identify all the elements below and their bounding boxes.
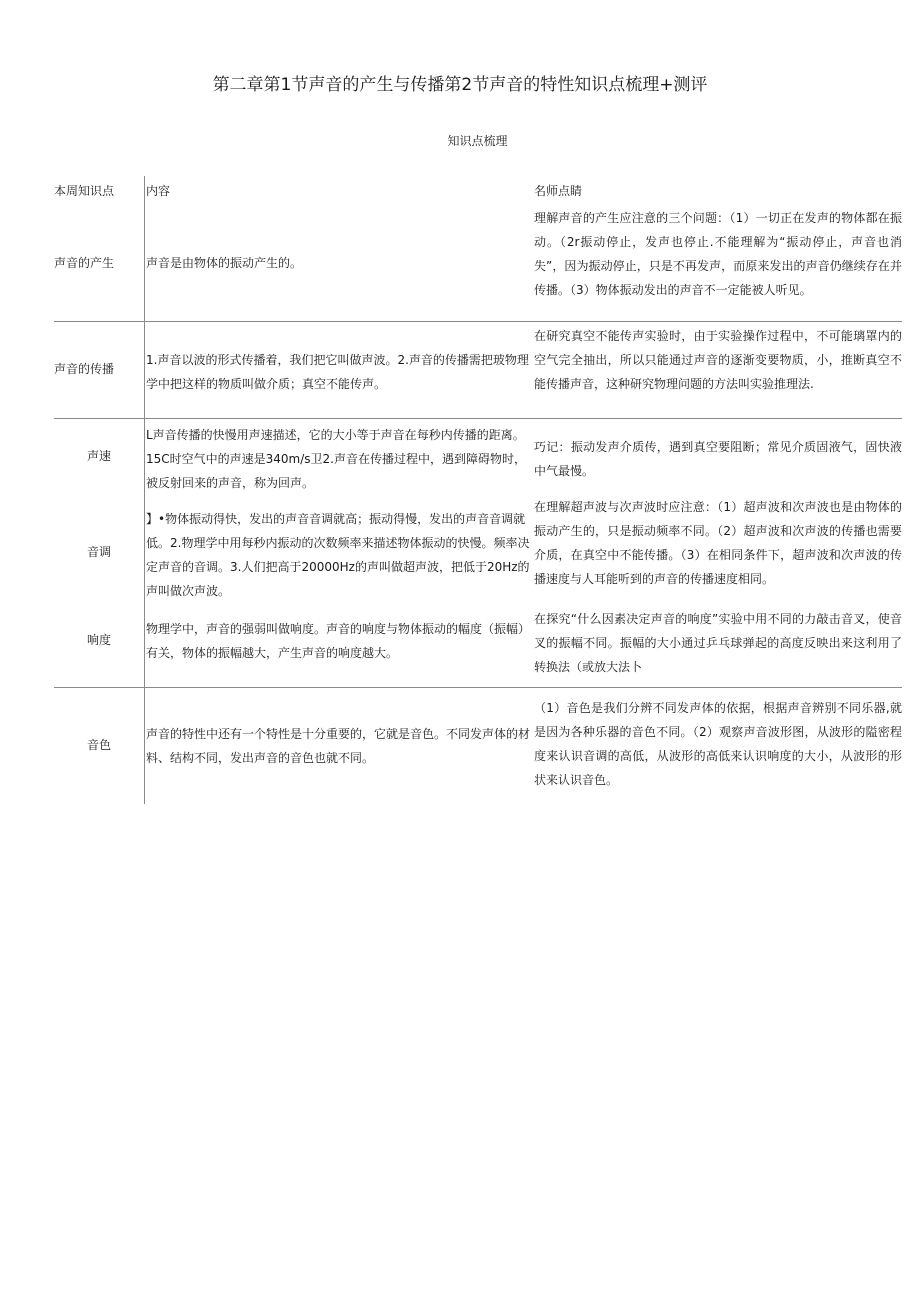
table-section-timbre xyxy=(54,688,902,804)
topic-loudness: 响度 xyxy=(86,633,111,647)
content-loudness: 物理学中，声音的强弱叫做响度。声音的响度与物体振动的幅度（振幅）有关，物体的振幅越大，产生声音的响度越大。 xyxy=(146,622,531,660)
table-section-characteristics xyxy=(54,419,902,688)
content-speed: L声音传播的快慢用声速描述，它的大小等于声音在每秒内传播的距离。15C时空气中的声速是340m/s卫2.声音在传播过程中，遇到障碍物时，被反射回来的声音，称为回声。 xyxy=(146,428,526,490)
tip-pitch: 在理解超声波与次声波时应注意：（1）超声波和次声波也是由物体的振动产生的，只是振动频率不同。（2）超声波和次声波的传播也需要介质，在真空中不能传播。（3）在相同条件下，超声波和次声波的传播速度与人耳能听到的声音的传播速度相同。 xyxy=(534,500,902,586)
tip-production: 理解声音的产生应注意的三个问题：（1）一切正在发声的物体都在振动。（2r振动停止，发声也停止.不能理解为“振动停止，声音也消失”，因为振动停止，只是不再发声，而原来发出的声音仍继续存在并传播。（3）物体振动发出的声音不一定能被人听见。 xyxy=(534,211,902,297)
tip-loudness: 在探究“什么因素决定声音的响度”实验中用不同的力敲击音叉，使音叉的振幅不同。振幅的大小通过乒乓球弹起的高度反映出来这利用了转换法（或放大法卜 xyxy=(534,612,902,674)
document-title: 第二章第1节声音的产生与传播第2节声音的特性知识点梳理+测评 xyxy=(212,75,708,95)
knowledge-table xyxy=(54,176,902,804)
content-propagation: 1.声音以波的形式传播着，我们把它叫做声波。2.声音的传播需把玻物理学中把这样的物质叫做介质；真空不能传声。 xyxy=(146,353,529,391)
tip-speed: 巧记：振动发声介质传，遇到真空要阻断；常见介质固液气，固快液中气最慢。 xyxy=(534,440,902,478)
topic-timbre: 音色 xyxy=(86,738,111,752)
header-topic: 本周知识点 xyxy=(54,184,115,198)
content-production: 声音是由物体的振动产生的。 xyxy=(146,256,303,270)
tip-timbre: （1）音色是我们分辨不同发声体的依据，根据声音辨别不同乐器,就是因为各种乐器的音色不同。（2）观察声音波形图，从波形的隘密程度来认识音调的高低，从波形的高低来认识响度的大小，从波形的形状来认识音色。 xyxy=(534,701,902,787)
topic-production: 声音的产生 xyxy=(54,256,115,270)
topic-pitch: 音调 xyxy=(86,545,111,559)
header-tip: 名师点睛 xyxy=(534,184,583,198)
content-timbre: 声音的特性中还有一个特性是十分重要的，它就是音色。不同发声体的材料、结构不同，发出声音的音色也就不同。 xyxy=(146,727,531,765)
topic-propagation: 声音的传播 xyxy=(54,362,115,376)
content-pitch: 】•物体振动得快，发出的声音音调就高；振动得慢，发出的声音音调就低。2.物理学中用每秒内振动的次数频率来描述物体振动的快慢。频率决定声音的音调。3.人们把高于20000Hz的声叫做超声波，把低于20Hz的声叫做次声波。 xyxy=(146,512,530,598)
tip-propagation: 在研究真空不能传声实验时，由于实验操作过程中，不可能璃罩内的空气完全抽出，所以只能通过声音的逐渐变要物质，小，推断真空不能传播声音，这种研究物理问题的方法叫实验推理法. xyxy=(534,329,902,391)
header-content: 内容 xyxy=(146,184,171,198)
topic-speed: 声速 xyxy=(86,449,111,463)
table-section-propagation xyxy=(54,322,902,419)
document-subtitle: 知识点梳理 xyxy=(447,134,508,148)
table-section-production xyxy=(54,176,902,322)
